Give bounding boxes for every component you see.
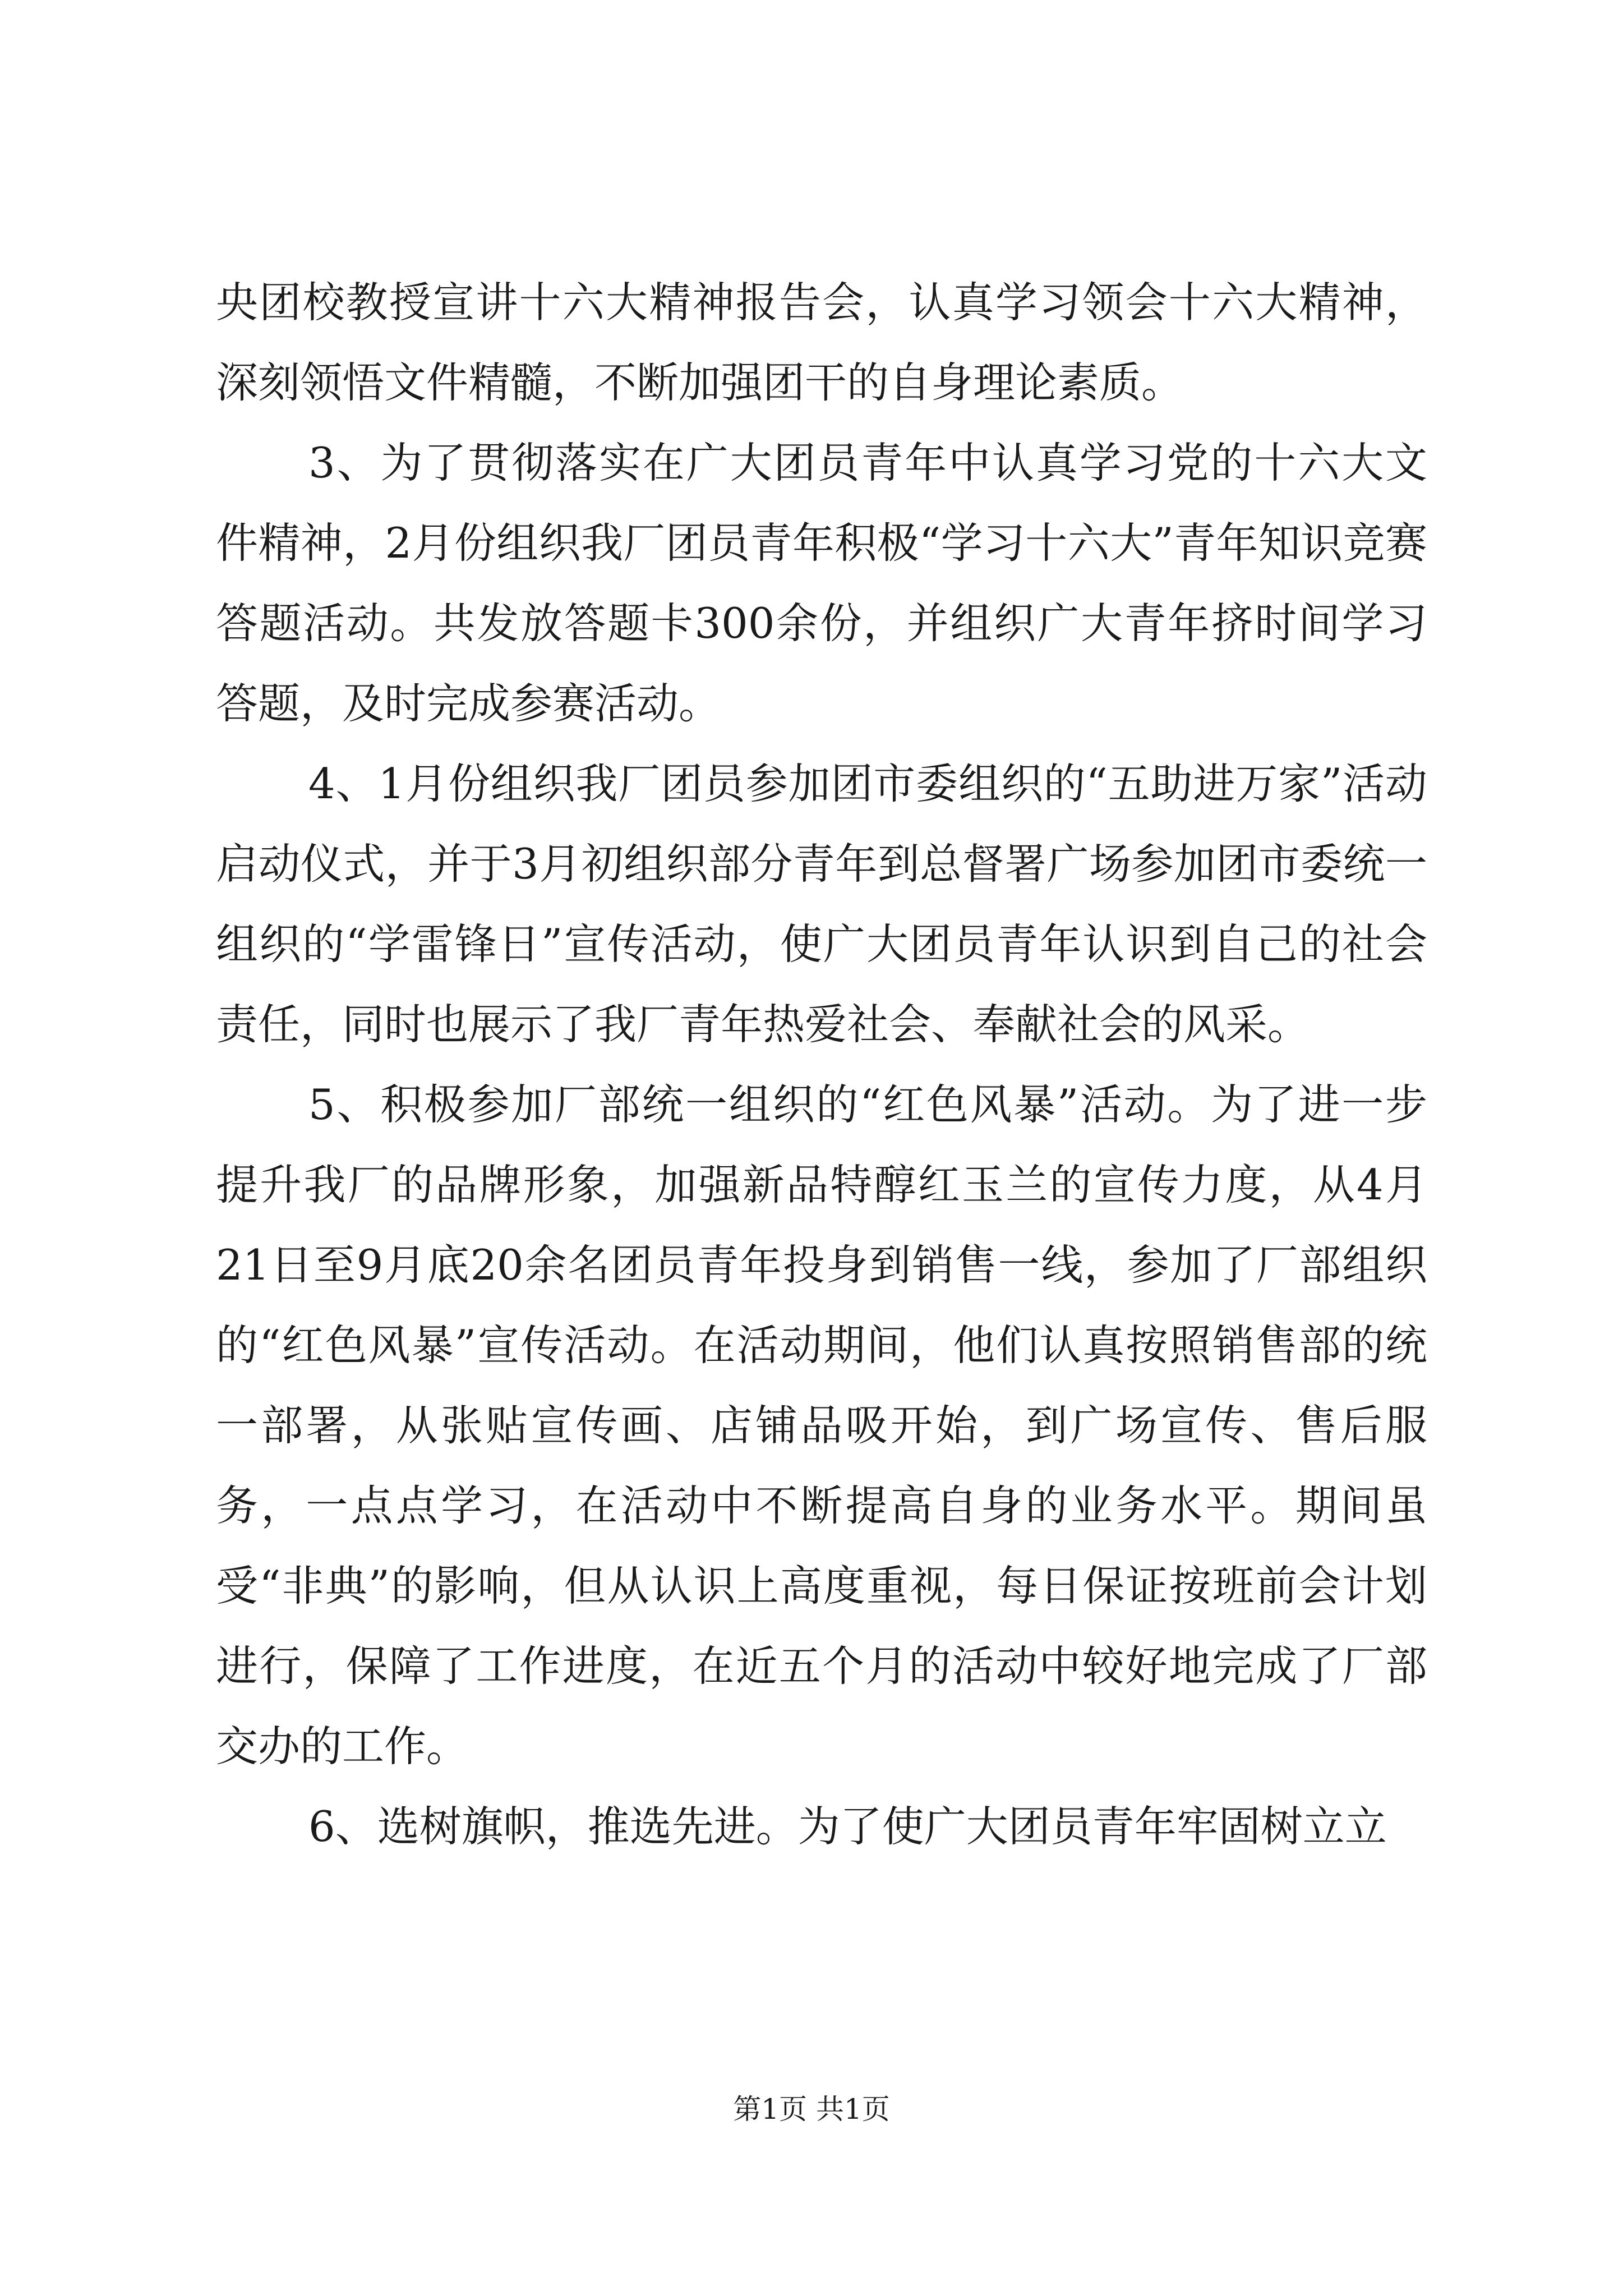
paragraph-item-5: 5、积极参加厂部统一组织的“红色风暴”活动。为了进一步提升我厂的品牌形象，加强新品特醇红玉兰的宣传力度，从4月21日至9月底20余名团员青年投身到销售一线，参加了厂部组织的“红色风暴”宣传活动。在活动期间，他们认真按照销售部的统一部署，从张贴宣传画、店铺品吸开始，到广场宣传、售后服务，一点点学习，在活动中不断提高自身的业务水平。期间虽受“非典”的影响，但从认识上高度重视，每日保证按班前会计划进行，保障了工作进度，在近五个月的活动中较好地完成了厂部交办的工作。 — [216, 1080, 1427, 1771]
paragraph-item-4: 4、1月份组织我厂团员参加团市委组织的“五助进万家”活动启动仪式，并于3月初组织部分青年到总督署广场参加团市委统一组织的“学雷锋日”宣传活动，使广大团员青年认识到自己的社会责任，同时也展示了我厂青年热爱社会、奉献社会的风采。 — [216, 759, 1427, 1049]
page-footer: 第1页 共1页 — [733, 2093, 890, 2125]
document-body — [216, 263, 1427, 1867]
paragraph-item-6: 6、选树旗帜，推选先进。为了使广大团员青年牢固树立立 — [308, 1802, 1387, 1851]
paragraph-item-3: 3、为了贯彻落实在广大团员青年中认真学习党的十六大文件精神，2月份组织我厂团员青年积极“学习十六大”青年知识竞赛答题活动。共发放答题卡300余份，并组织广大青年挤时间学习答题，及时完成参赛活动。 — [216, 438, 1427, 728]
paragraph-continuation: 央团校教授宣讲十六大精神报告会，认真学习领会十六大精神，深刻领悟文件精髓，不断加强团干的自身理论素质。 — [216, 278, 1427, 407]
